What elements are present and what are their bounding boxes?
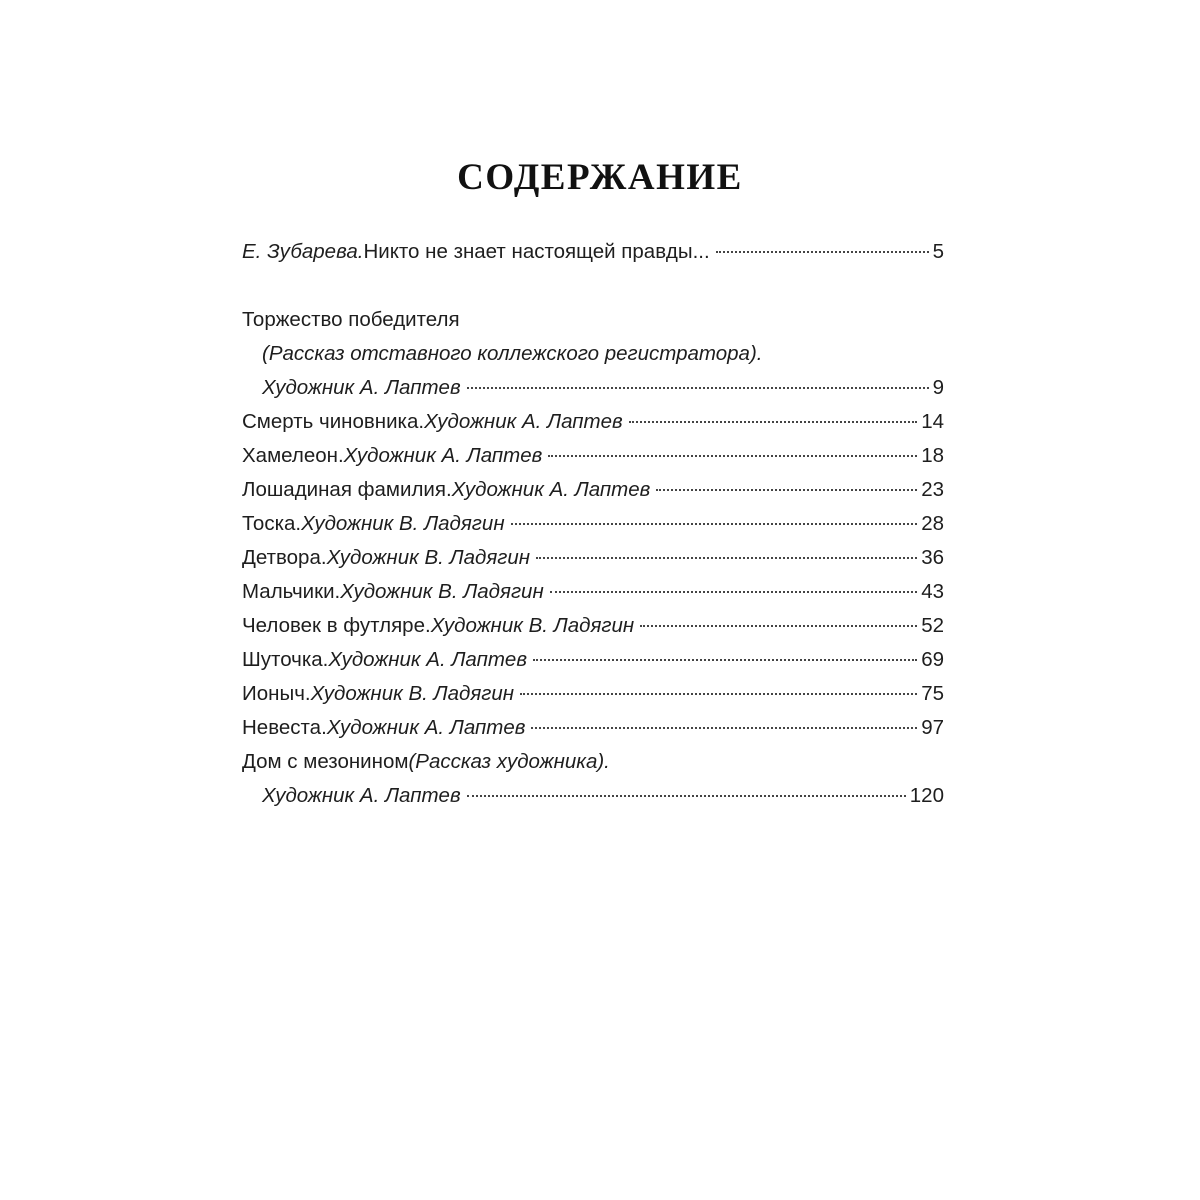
toc-entry-artist: Художник А. Лаптев [343, 444, 543, 467]
toc-entry-title: Торжество победителя [242, 308, 460, 331]
toc-entry-title: Тоска. [242, 512, 302, 535]
toc-entry-page-number: 97 [921, 716, 944, 739]
toc-entry-boys[interactable] [242, 575, 944, 609]
toc-entry-page-number: 69 [921, 648, 944, 671]
toc-entry-page-number: 9 [932, 376, 944, 399]
dot-leader [550, 591, 917, 593]
toc-entry-title: Невеста. [242, 716, 327, 739]
dot-leader [640, 625, 917, 627]
toc-entry-house-with-mezzanine[interactable] [242, 745, 944, 813]
toc-entry-title: Хамелеон. [242, 444, 344, 467]
dot-leader [520, 693, 917, 695]
toc-entry-artist: Художник В. Ладягин [340, 580, 544, 603]
dot-leader [467, 387, 929, 389]
toc-entry-man-in-case[interactable] [242, 609, 944, 643]
toc-entry-page-number: 28 [921, 512, 944, 535]
toc-entry-page-number: 75 [921, 682, 944, 705]
toc-entry-page-number: 52 [921, 614, 944, 637]
toc-entry-artist: Художник А. Лаптев [262, 376, 461, 399]
toc-entry-title: Шуточка. [242, 648, 329, 671]
toc-entry-page-number: 23 [921, 478, 944, 501]
toc-entry-author: Е. Зубарева. [242, 240, 364, 263]
dot-leader [716, 251, 929, 253]
toc-entry-artist: Художник А. Лаптев [424, 410, 623, 433]
toc-entry-children[interactable] [242, 541, 944, 575]
toc-entry-chameleon[interactable] [242, 439, 944, 473]
toc-entry-title: Ионыч. [242, 682, 311, 705]
toc-entry-horse-name[interactable] [242, 473, 944, 507]
toc-entry-artist: Художник В. Ладягин [310, 682, 515, 705]
dot-leader [531, 727, 917, 729]
contents-heading: СОДЕРЖАНИЕ [457, 157, 743, 198]
toc-entry-title: Мальчики. [242, 580, 341, 603]
toc-entry-title: Дом с мезонином [242, 750, 409, 773]
toc-entry-artist: Художник В. Ладягин [430, 614, 635, 637]
toc-entry-artist: Художник А. Лаптев [262, 784, 461, 807]
toc-entry-ionych[interactable] [242, 677, 944, 711]
toc-entry-page-number: 43 [921, 580, 944, 603]
toc-entry-bride[interactable] [242, 711, 944, 745]
toc-entry-artist: Художник В. Ладягин [301, 512, 505, 535]
toc-entry-artist: Художник В. Ладягин [326, 546, 531, 569]
toc-entry-title: Лошадиная фамилия. [242, 478, 452, 501]
toc-entry-page-number: 120 [909, 784, 944, 807]
toc-entry-title: Никто не знает настоящей правды... [363, 240, 710, 263]
dot-leader [536, 557, 917, 559]
toc-entry-page-number: 18 [921, 444, 944, 467]
toc-entry-subtitle: (Рассказ художника). [408, 750, 610, 773]
dot-leader [533, 659, 917, 661]
dot-leader [656, 489, 917, 491]
toc-entry-page-number: 14 [921, 410, 944, 433]
toc-entry-artist: Художник А. Лаптев [328, 648, 528, 671]
toc-entry-misery[interactable] [242, 507, 944, 541]
toc-entry-death-of-clerk[interactable] [242, 405, 944, 439]
toc-entry-little-joke[interactable] [242, 643, 944, 677]
toc-entry-preface[interactable] [242, 235, 944, 269]
dot-leader [629, 421, 917, 423]
toc-entry-artist: Художник А. Лаптев [326, 716, 526, 739]
dot-leader [467, 795, 906, 797]
toc-entry-triumph[interactable] [242, 303, 944, 405]
toc-entry-page-number: 5 [932, 240, 944, 263]
table-of-contents [242, 235, 944, 813]
toc-entry-title: Смерть чиновника. [242, 410, 425, 433]
dot-leader [548, 455, 917, 457]
toc-entry-subtitle: (Рассказ отставного коллежского регистратора). [262, 342, 763, 365]
toc-entry-artist: Художник А. Лаптев [451, 478, 651, 501]
toc-entry-title: Детвора. [242, 546, 327, 569]
toc-entry-page-number: 36 [921, 546, 944, 569]
dot-leader [511, 523, 918, 525]
toc-entry-title: Человек в футляре. [242, 614, 431, 637]
